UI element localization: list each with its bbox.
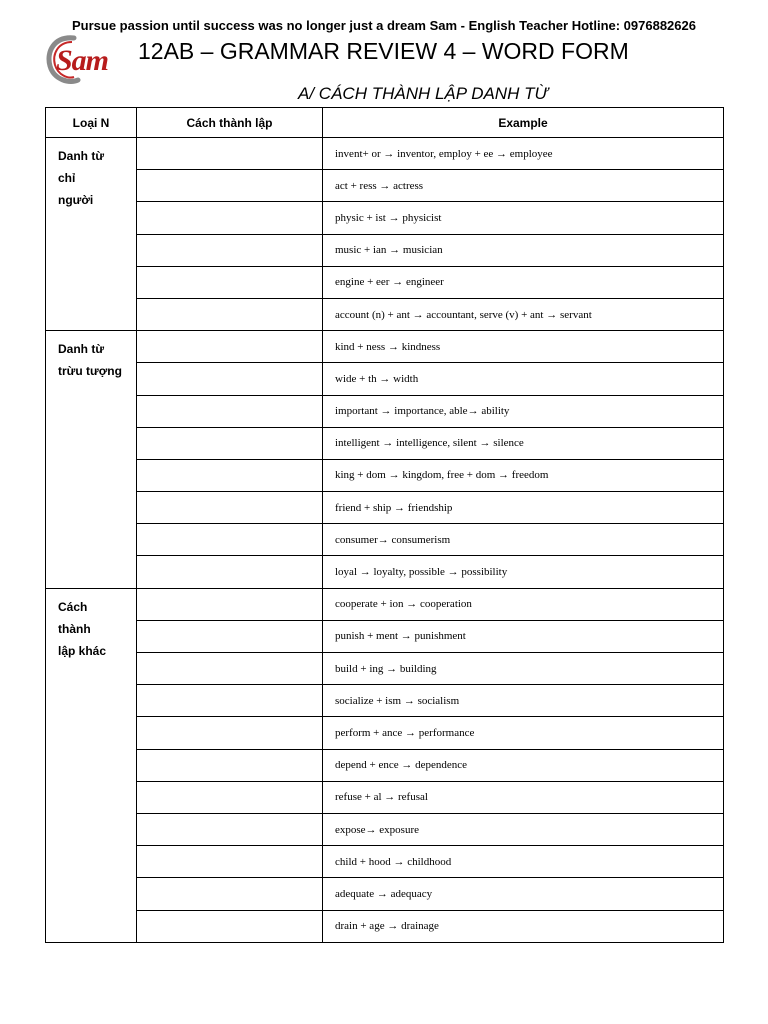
table-row [46,331,724,363]
table-row [46,170,724,202]
example-cell: cooperate + ion → cooperation [323,588,724,620]
noun-type-line: Danh từ [58,342,105,357]
method-cell [137,878,323,910]
noun-type-line: Danh từ [58,149,105,163]
table-row [46,878,724,910]
noun-type-line: trừu tượng [58,364,122,379]
method-cell [137,685,323,717]
example-cell: friend + ship → friendship [323,492,724,524]
table-row [46,524,724,556]
table-row [46,813,724,845]
method-cell [137,427,323,459]
table-row [46,588,724,620]
example-cell: kind + ness → kindness [323,331,724,363]
example-cell: adequate → adequacy [323,878,724,910]
method-cell [137,492,323,524]
method-cell [137,138,323,170]
example-cell: depend + ence → dependence [323,749,724,781]
table-row [46,685,724,717]
method-cell [137,813,323,845]
method-cell [137,202,323,234]
method-cell [137,846,323,878]
noun-type-line: chỉ [58,171,76,185]
noun-type-line: người [58,193,94,207]
table-row [46,427,724,459]
table-row [46,620,724,652]
example-cell: invent+ or → inventor, employ + ee → employee [323,138,724,170]
method-cell [137,910,323,942]
table-row [46,363,724,395]
example-cell: engine + eer → engineer [323,266,724,298]
noun-type-line: Cách [58,599,88,614]
example-cell: intelligent → intelligence, silent → silence [323,427,724,459]
example-cell: punish + ment → punishment [323,620,724,652]
example-cell: wide + th → width [323,363,724,395]
table-row [46,395,724,427]
method-cell [137,524,323,556]
logo-text: Sam [56,44,109,77]
column-header-type: Loại N [46,108,137,138]
method-cell [137,653,323,685]
method-cell [137,234,323,266]
example-cell: build + ing → building [323,653,724,685]
table-row [46,459,724,491]
example-cell: account (n) + ant → accountant, serve (v) + ant → servant [323,298,724,330]
method-cell [137,717,323,749]
table-row [46,717,724,749]
example-cell: loyal → loyalty, possible → possibility [323,556,724,588]
noun-type-line: lập khác [58,643,107,658]
example-cell: drain + age → drainage [323,910,724,942]
table-row [46,298,724,330]
column-header-example: Example [323,108,724,138]
example-cell: socialize + ism → socialism [323,685,724,717]
method-cell [137,331,323,363]
example-cell: physic + ist → physicist [323,202,724,234]
table-row [46,556,724,588]
example-cell: perform + ance → performance [323,717,724,749]
method-cell [137,588,323,620]
table-row [46,781,724,813]
method-cell [137,266,323,298]
table-row [46,266,724,298]
table-row [46,846,724,878]
method-cell [137,459,323,491]
table-row [46,492,724,524]
page-title: 12AB – GRAMMAR REVIEW 4 – WORD FORM [138,38,629,64]
sam-logo [44,34,120,86]
table-row [46,910,724,942]
method-cell [137,749,323,781]
method-cell [137,298,323,330]
noun-type-line: thành [58,621,91,636]
table-row [46,749,724,781]
example-cell: consumer→ consumerism [323,524,724,556]
method-cell [137,781,323,813]
example-cell: child + hood → childhood [323,846,724,878]
header-tagline: Pursue passion until success was no longer just a dream Sam - English Teacher Hotline: 0976882626 [72,18,696,33]
table-row [46,202,724,234]
method-cell [137,620,323,652]
table-row [46,653,724,685]
table-row [46,234,724,266]
table-row [46,138,724,170]
example-cell: important → importance, able→ ability [323,395,724,427]
example-cell: act + ress → actress [323,170,724,202]
section-subtitle: A/ CÁCH THÀNH LẬP DANH TỪ [298,84,548,103]
method-cell [137,363,323,395]
word-form-table [45,107,724,943]
column-header-method: Cách thành lập [137,108,323,138]
method-cell [137,170,323,202]
method-cell [137,556,323,588]
table-header-row [46,108,724,138]
noun-type-cell [46,138,137,331]
noun-type-cell [46,588,137,942]
example-cell: refuse + al → refusal [323,781,724,813]
example-cell: expose→ exposure [323,813,724,845]
noun-type-cell [46,331,137,589]
example-cell: king + dom → kingdom, free + dom → freedom [323,459,724,491]
method-cell [137,395,323,427]
example-cell: music + ian → musician [323,234,724,266]
